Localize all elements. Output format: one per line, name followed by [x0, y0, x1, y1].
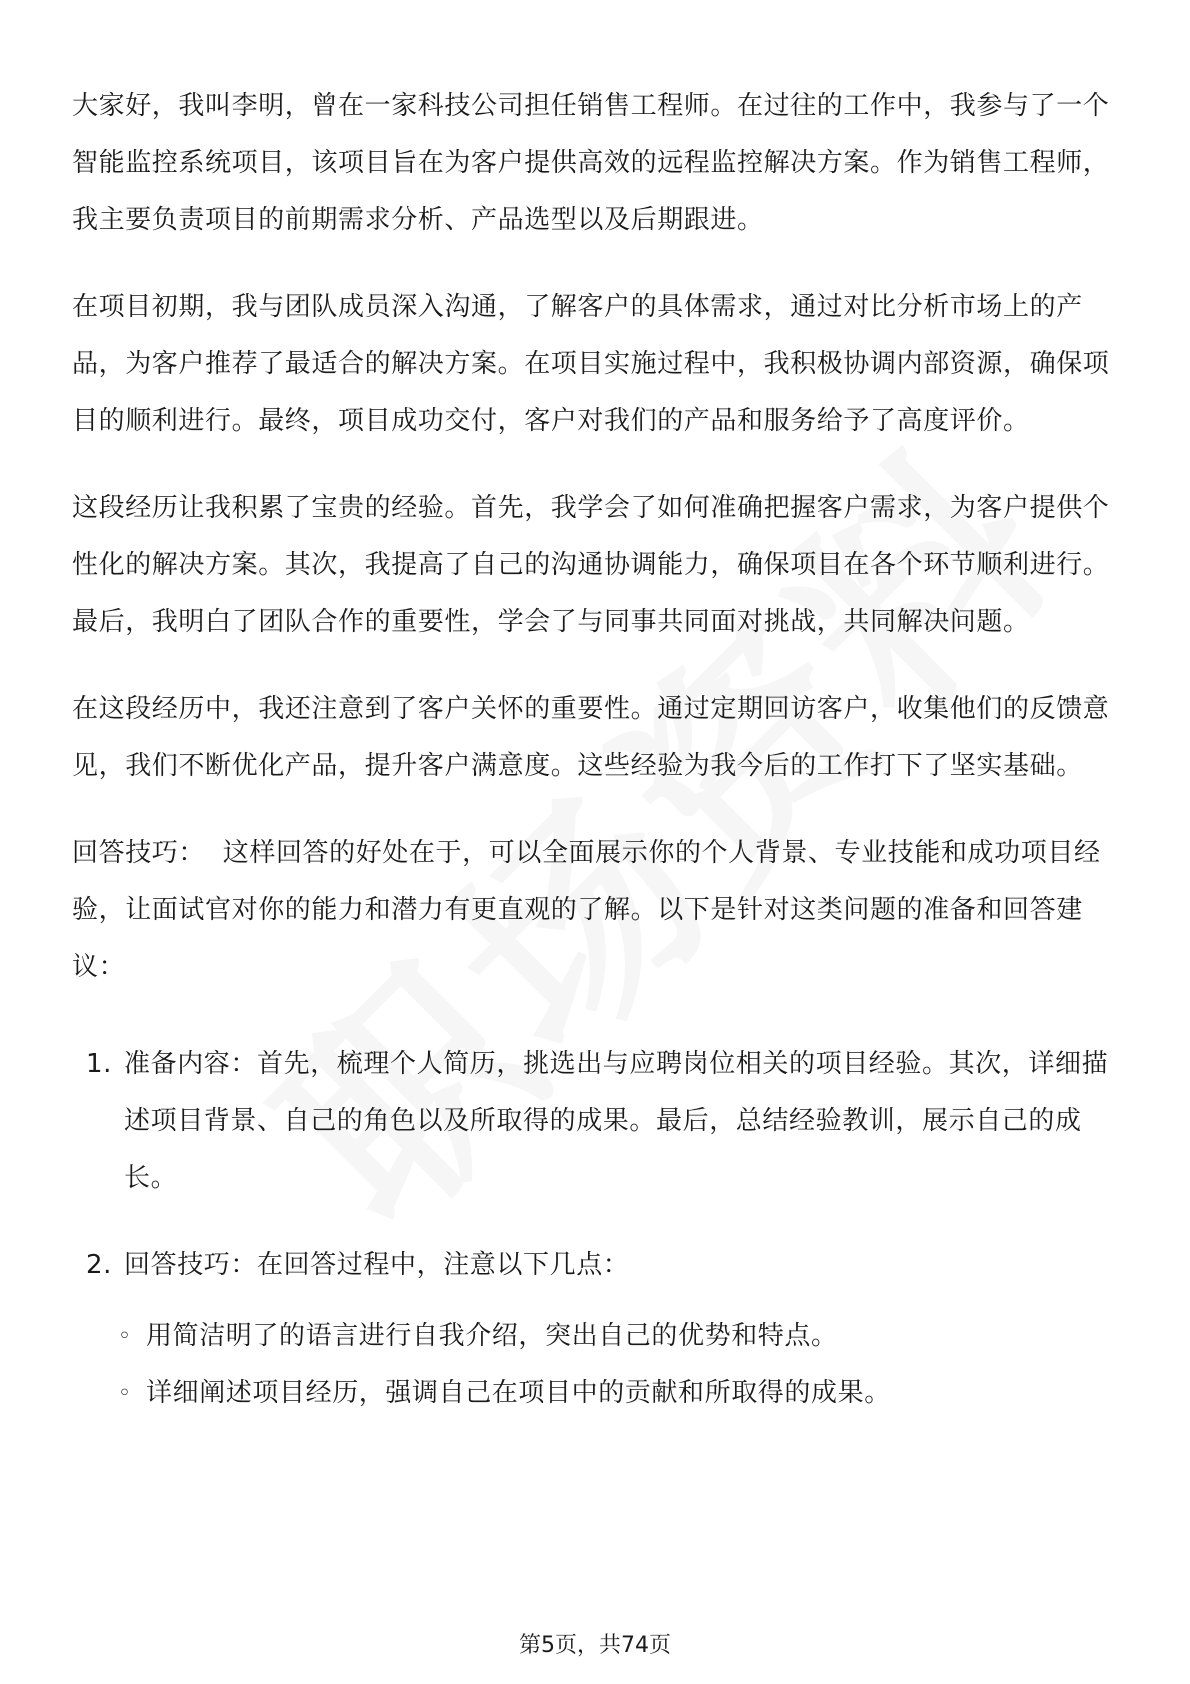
sub-list	[118, 1308, 1122, 1422]
list-number: 2.	[86, 1250, 113, 1280]
page-number: 第5页，共74页	[519, 1633, 671, 1658]
list-item-text: 准备内容：首先，梳理个人简历，挑选出与应聘岗位相关的项目经验。其次，详细描述项目背景、自己的角色以及所取得的成果。最后，总结经验教训，展示自己的成长。	[124, 1049, 1109, 1193]
sub-list-item	[118, 1308, 1122, 1365]
numbered-list	[72, 1036, 1122, 1422]
sub-list-item	[118, 1365, 1122, 1422]
document-body	[72, 78, 1122, 1452]
circle-bullet-icon: ◦	[118, 1324, 132, 1349]
paragraph-experience: 这段经历让我积累了宝贵的经验。首先，我学会了如何准确把握客户需求，为客户提供个性化的解决方案。其次，我提高了自己的沟通协调能力，确保项目在各个环节顺利进行。最后，我明白了团队合作的重要性，学会了与同事共同面对挑战，共同解决问题。	[72, 493, 1110, 637]
sub-list-item-text: 详细阐述项目经历，强调自己在项目中的贡献和所取得的成果。	[146, 1378, 891, 1408]
list-item	[72, 1237, 1122, 1422]
paragraph-intro: 大家好，我叫李明，曾在一家科技公司担任销售工程师。在过往的工作中，我参与了一个智能监控系统项目，该项目旨在为客户提供高效的远程监控解决方案。作为销售工程师，我主要负责项目的前期需求分析、产品选型以及后期跟进。	[72, 91, 1110, 235]
paragraph-project: 在项目初期，我与团队成员深入沟通，了解客户的具体需求，通过对比分析市场上的产品，为客户推荐了最适合的解决方案。在项目实施过程中，我积极协调内部资源，确保项目的顺利进行。最终，项目成功交付，客户对我们的产品和服务给予了高度评价。	[72, 292, 1110, 436]
list-number: 1.	[86, 1049, 113, 1079]
circle-bullet-icon: ◦	[118, 1381, 132, 1406]
list-item	[72, 1036, 1122, 1207]
tips-label: 回答技巧：	[72, 838, 206, 868]
sub-list-item-text: 用简洁明了的语言进行自我介绍，突出自己的优势和特点。	[146, 1321, 838, 1351]
paragraph-customer-care: 在这段经历中，我还注意到了客户关怀的重要性。通过定期回访客户，收集他们的反馈意见，我们不断优化产品，提升客户满意度。这些经验为我今后的工作打下了坚实基础。	[72, 694, 1110, 781]
paragraph-tips	[72, 825, 1122, 996]
list-item-text: 回答技巧：在回答过程中，注意以下几点：	[124, 1250, 630, 1280]
tips-text: 这样回答的好处在于，可以全面展示你的个人背景、专业技能和成功项目经验，让面试官对你的能力和潜力有更直观的了解。以下是针对这类问题的准备和回答建议：	[72, 838, 1101, 982]
